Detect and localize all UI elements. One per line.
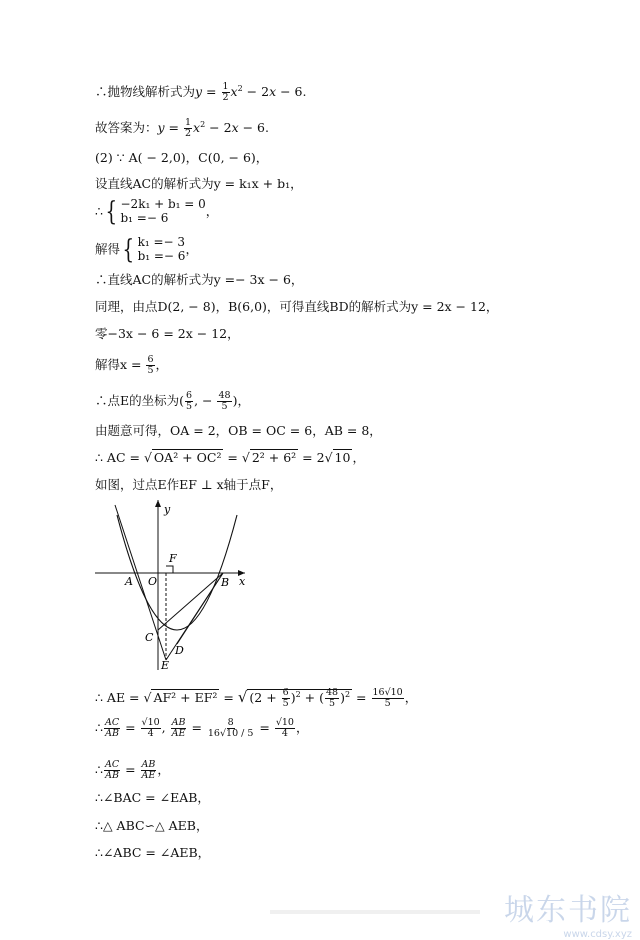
ae-length: ∴ AE = √ AF² + EF² = √ (2 + $\frac{6}{5}$ )$^2$ + ( $\frac{48}{5}$ )$^2$ = $\frac{16√10}{5}$ ， <box>95 687 418 709</box>
label-y: y <box>164 503 171 516</box>
label-x: x <box>239 575 246 588</box>
answer-line-final: 故答案为：y = $\frac{1}{2}$ $x^2 - 2x - 6$. <box>95 117 269 139</box>
line-cb <box>158 573 223 630</box>
page-divider <box>270 910 480 914</box>
label-b: B <box>221 576 230 589</box>
given-lengths: 由题意可得，OA = 2，OB = OC = 6，AB = 8， <box>95 423 382 438</box>
set-equal-equation: 零−3x − 6 = 2x − 12， <box>95 326 240 341</box>
part2-given-points: (2) ∵ A( − 2,0)，C(0, − 6)， <box>95 150 269 165</box>
draw-ef-instruction: 如图，过点E作EF ⊥ x轴于点F， <box>95 477 283 492</box>
label-o: O <box>148 575 158 588</box>
y-axis-arrow-icon <box>155 500 161 507</box>
line-db <box>177 573 223 644</box>
equation-system-2: 解得 { k₁ =− 3 b₁ =− 6 ， <box>95 234 198 265</box>
line-bd-result: 同理，由点D(2, − 8)，B(6,0)，可得直线BD的解析式为y = 2x − 12， <box>95 299 499 314</box>
watermark-text: 城东书院 <box>504 893 632 928</box>
answer-line-parabola: ∴抛物线解析式为y = $\frac{1}{2}$ $x^2 - 2x - 6$. <box>95 81 307 103</box>
ratio-computation: ∴ $\frac{AC}{AB}$ = $\frac{√10}{4}$ , $\frac{AB}{AE}$ = $\frac{8}{16√10 / 5}$ = $\frac{√10}{4}$ ， <box>95 717 309 739</box>
ratio-equality: ∴ $\frac{AC}{AB}$ = $\frac{AB}{AE}$ ， <box>95 759 170 781</box>
label-a: A <box>125 575 133 588</box>
parabola-figure <box>95 495 255 670</box>
angle-equality-abc: ∴∠ABC = ∠AEB， <box>95 845 211 860</box>
point-e-coordinates: ∴点E的坐标为( $\frac{6}{5}$ , − $\frac{48}{5}$ )， <box>95 390 250 412</box>
watermark-url: www.cdsy.xyz <box>563 929 632 940</box>
solve-x-line: 解得x = $\frac{6}{5}$ ， <box>95 354 169 376</box>
line-ac-result: ∴直线AC的解析式为y =− 3x − 6， <box>95 272 304 287</box>
watermark <box>504 885 632 940</box>
right-angle-marker <box>166 566 173 573</box>
angle-equality-bac: ∴∠BAC = ∠EAB， <box>95 790 210 805</box>
assume-line-ac: 设直线AC的解析式为y = k₁x + b₁， <box>95 176 303 191</box>
similar-triangles: ∴△ ABC∽△ AEB， <box>95 818 209 833</box>
label-d: D <box>175 644 184 657</box>
label-e: E <box>161 659 170 670</box>
label-c: C <box>145 631 154 644</box>
label-f: F <box>169 552 177 565</box>
equation-system-1: ∴ { −2k₁ + b₁ = 0 b₁ =− 6 ， <box>95 196 219 227</box>
ac-length: ∴ AC = √ OA² + OC² = √ 2² + 6² = 2√ 10 ， <box>95 450 365 465</box>
